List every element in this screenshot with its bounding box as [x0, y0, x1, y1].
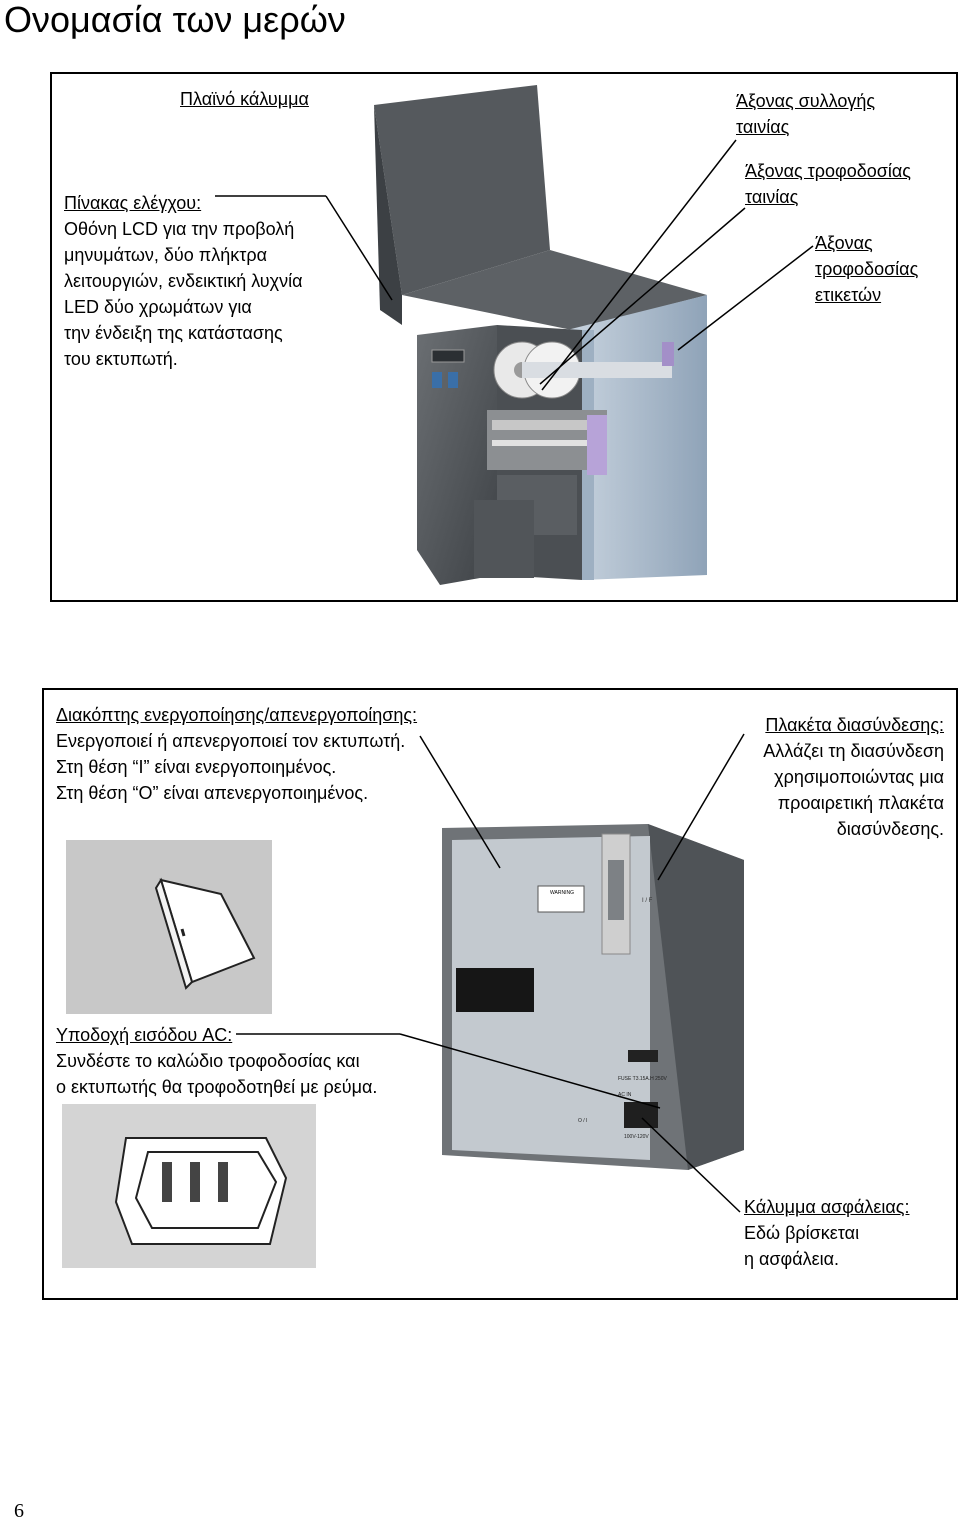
ribbon-rewind-line: ταινίας: [736, 117, 790, 137]
interface-board-line: διασύνδεσης.: [836, 819, 944, 839]
voltage-text: 100V-120V: [624, 1134, 649, 1140]
interface-board-line: προαιρετική πλακέτα: [777, 793, 944, 813]
power-switch-heading: Διακόπτης ενεργοποίησης/απενεργοποίησης:: [56, 705, 418, 725]
label-supply-line: Άξονας: [815, 233, 873, 253]
interface-board-line: Αλλάζει τη διασύνδεση: [763, 741, 944, 761]
power-switch-line: Στη θέση “O” είναι απενεργοποιημένος.: [56, 783, 369, 803]
control-panel-heading: Πίνακας ελέγχου:: [64, 193, 202, 213]
warning-title: WARNING: [550, 890, 574, 896]
power-switch-line: Ενεργοποιεί ή απενεργοποιεί τον εκτυπωτή.: [56, 731, 406, 751]
ribbon-supply-line: Άξονας τροφοδοσίας: [745, 161, 911, 181]
ac-inlet-line: Συνδέστε το καλώδιο τροφοδοσίας και: [56, 1051, 360, 1071]
side-cover-label: Πλαϊνό κάλυμμα: [180, 89, 309, 109]
control-panel-line: μηνυμάτων, δύο πλήκτρα: [64, 245, 267, 265]
label-supply-line: τροφοδοσίας: [815, 259, 919, 279]
label-supply-line: ετικετών: [815, 285, 882, 305]
ribbon-supply-line: ταινίας: [745, 187, 799, 207]
page-title: Ονομασία των μερών: [4, 0, 346, 40]
acin-text: AC IN: [618, 1092, 632, 1098]
ac-inlet-heading: Υποδοχή εισόδου AC:: [56, 1025, 233, 1045]
control-panel-line: Οθόνη LCD για την προβολή: [64, 219, 295, 239]
onoff-text: O / I: [578, 1118, 588, 1124]
power-switch-line: Στη θέση “I” είναι ενεργοποιημένος.: [56, 757, 337, 777]
control-panel-line: του εκτυπωτή.: [64, 349, 178, 369]
page-number: 6: [14, 1500, 24, 1522]
interface-board-line: χρησιμοποιώντας μια: [774, 767, 944, 787]
fuse-cover-heading: Κάλυμμα ασφάλειας:: [744, 1197, 910, 1217]
control-panel-line: την ένδειξη της κατάστασης: [64, 323, 283, 343]
fuse-cover-line: Εδώ βρίσκεται: [744, 1223, 860, 1243]
interface-board-heading: Πλακέτα διασύνδεσης:: [765, 715, 944, 735]
fuse-cover-line: η ασφάλεια.: [744, 1249, 840, 1269]
interface-text: I / F: [642, 898, 653, 904]
control-panel-line: λειτουργιών, ενδεικτική λυχνία: [64, 271, 303, 291]
control-panel-line: LED δύο χρωμάτων για: [64, 297, 252, 317]
ac-inlet-line: ο εκτυπωτής θα τροφοδοτηθεί με ρεύμα.: [56, 1077, 378, 1097]
ribbon-rewind-line: Άξονας συλλογής: [736, 91, 876, 111]
fuse-text: FUSE T3.15A.H 250V: [618, 1076, 667, 1082]
